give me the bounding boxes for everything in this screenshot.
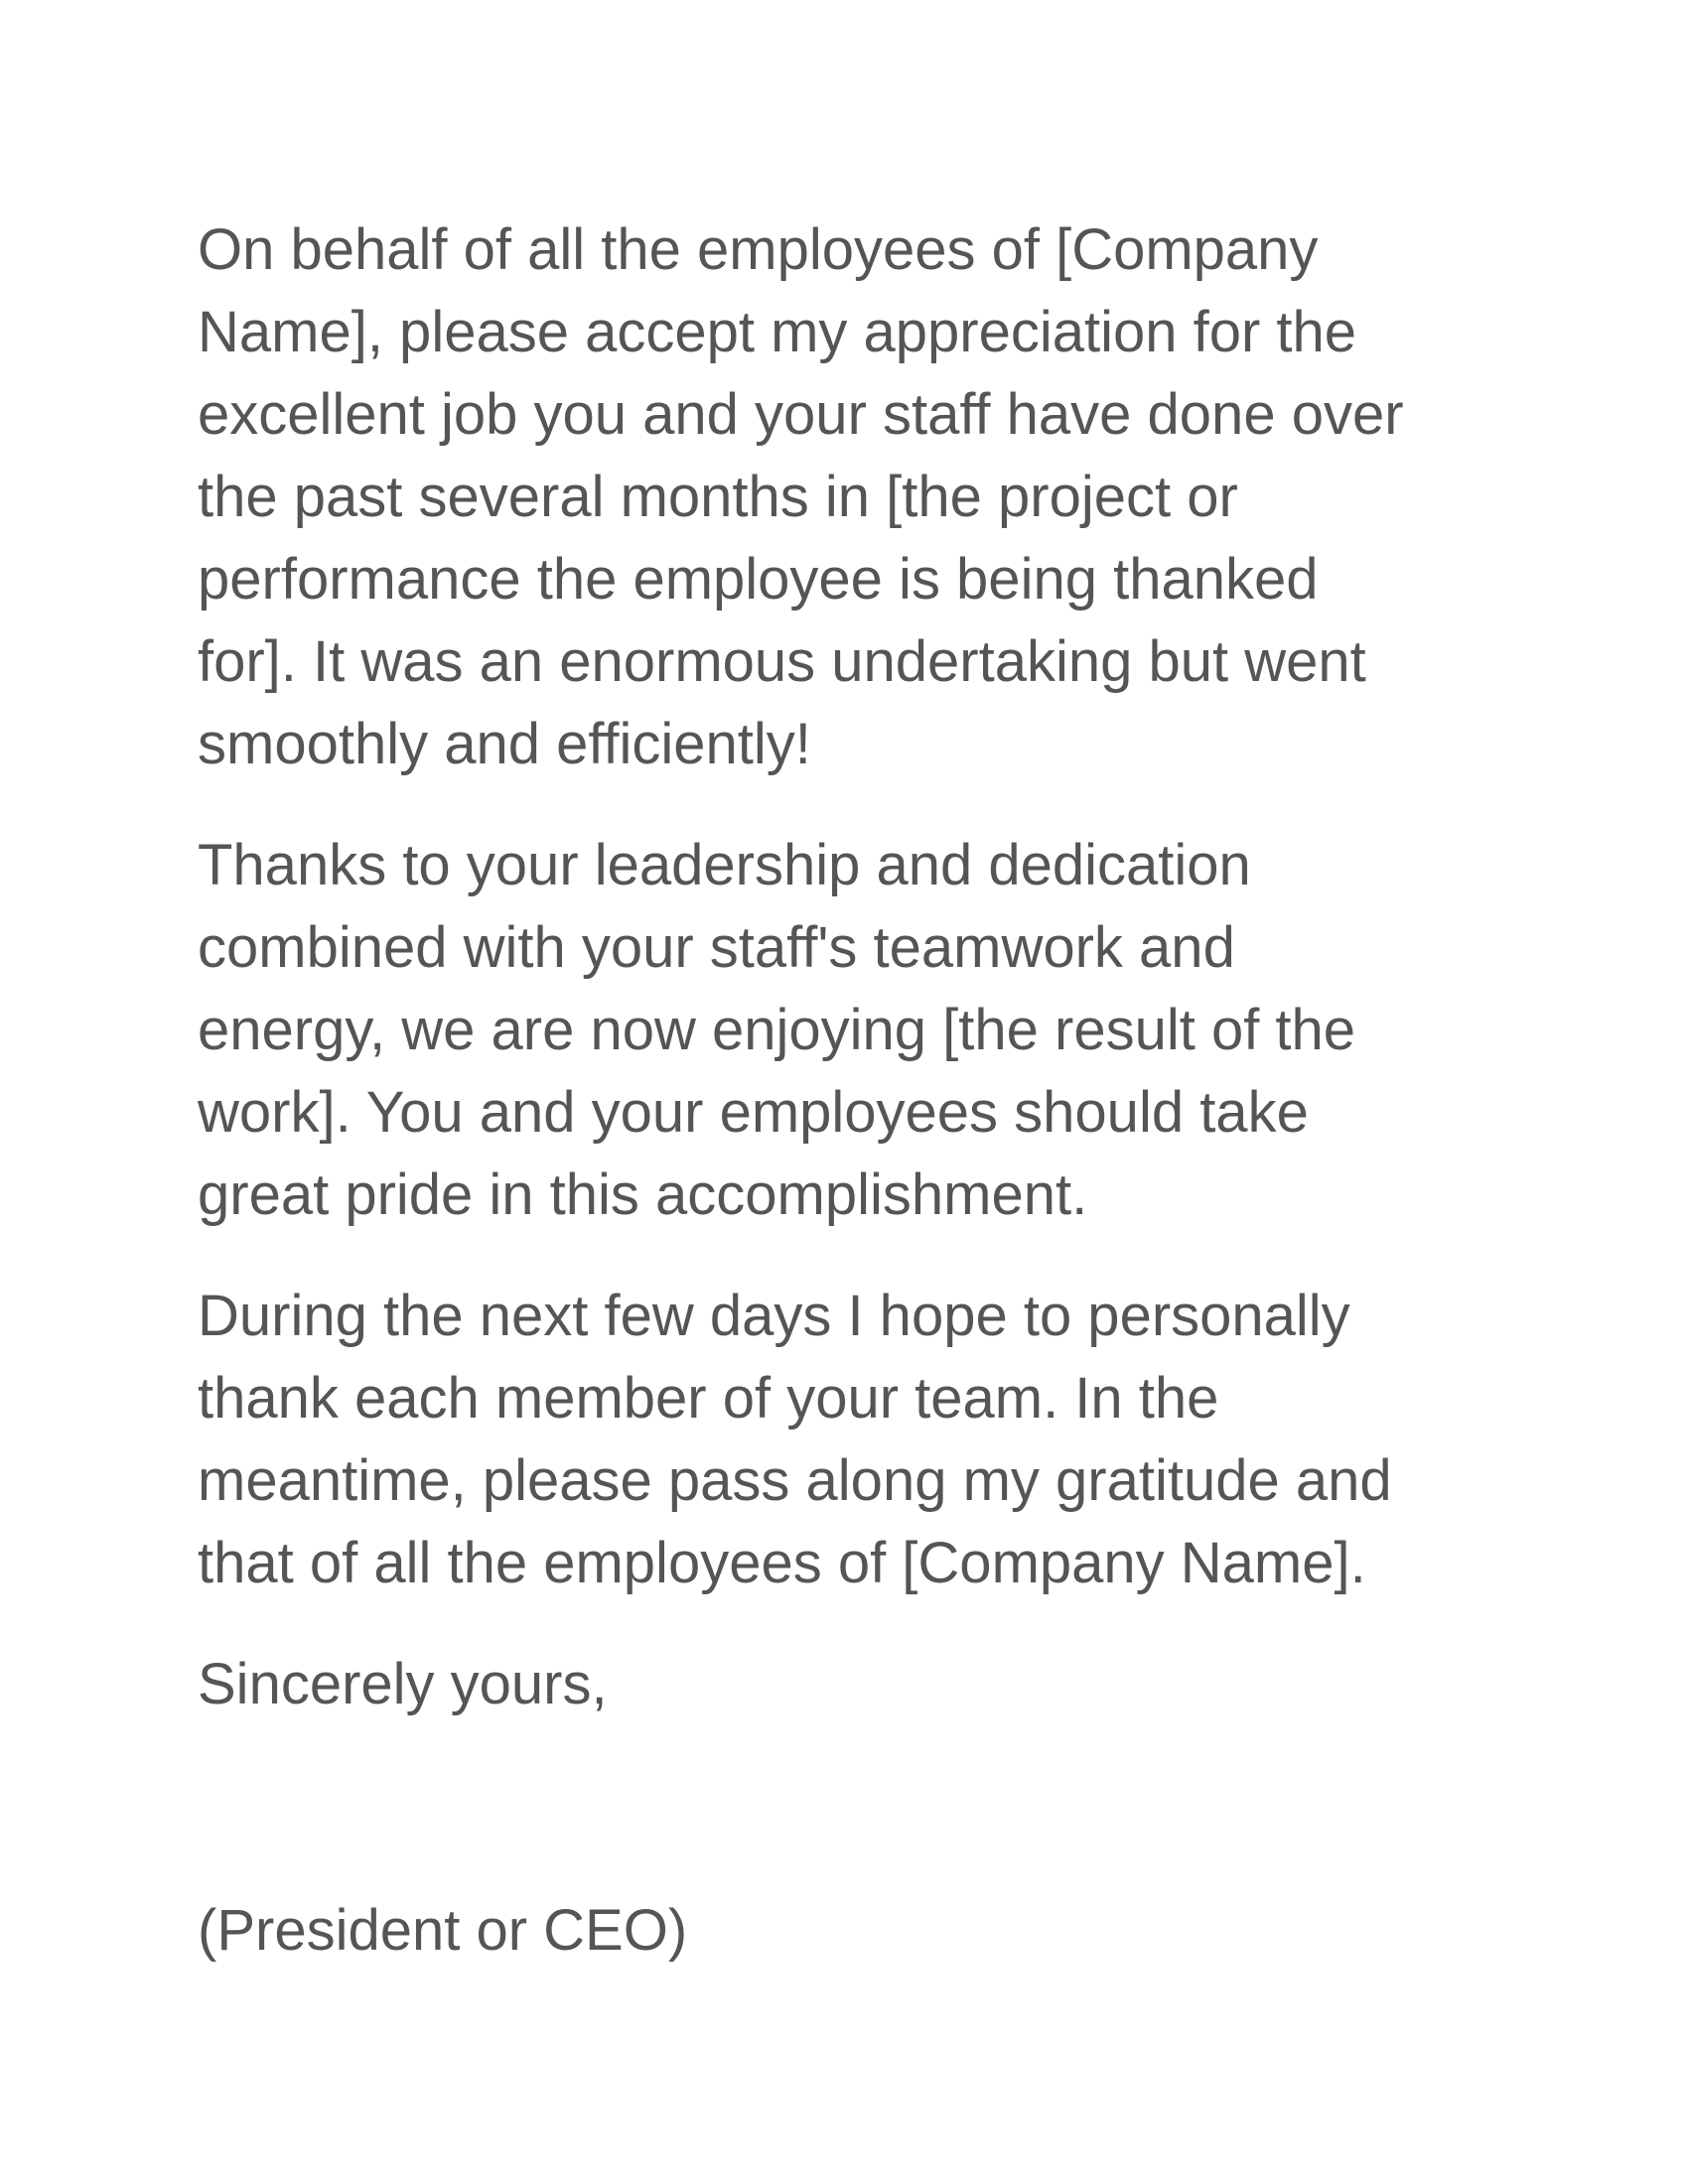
- paragraph-line: thank each member of your team. In the: [198, 1366, 1219, 1431]
- paragraph-line: excellent job you and your staff have done over: [198, 382, 1404, 447]
- paragraph-line: the past several months in [the project or: [198, 465, 1238, 529]
- letter-body: [198, 208, 1488, 1725]
- closing-salutation: Sincerely yours,: [198, 1652, 608, 1716]
- paragraph-1: [198, 208, 1488, 785]
- paragraph-2: [198, 824, 1488, 1236]
- paragraph-line: great pride in this accomplishment.: [198, 1162, 1088, 1227]
- paragraph-line: During the next few days I hope to personally: [198, 1284, 1350, 1348]
- paragraph-line: smoothly and efficiently!: [198, 712, 811, 776]
- paragraph-line: meantime, please pass along my gratitude and: [198, 1448, 1392, 1513]
- paragraph-line: work]. You and your employees should take: [198, 1080, 1309, 1145]
- paragraph-3: [198, 1275, 1488, 1604]
- paragraph-line: On behalf of all the employees of [Company: [198, 217, 1319, 282]
- paragraph-line: that of all the employees of [Company Name].: [198, 1531, 1366, 1595]
- paragraph-line: for]. It was an enormous undertaking but went: [198, 629, 1366, 694]
- paragraph-line: Thanks to your leadership and dedication: [198, 833, 1251, 897]
- signature-line: (President or CEO): [198, 1898, 688, 1963]
- paragraph-line: combined with your staff's teamwork and: [198, 915, 1235, 980]
- paragraph-line: energy, we are now enjoying [the result of the: [198, 998, 1356, 1062]
- paragraph-line: performance the employee is being thanked: [198, 547, 1319, 612]
- paragraph-line: Name], please accept my appreciation for the: [198, 300, 1357, 364]
